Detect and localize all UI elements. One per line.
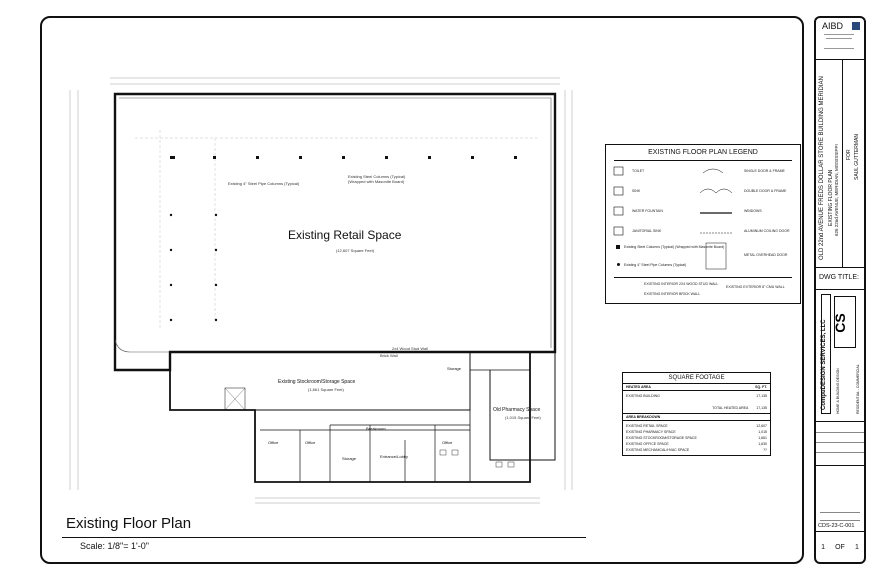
legend-pipe-columns: Existing 4" Steel Pipe Columns (Typical)	[624, 263, 687, 267]
legend-overhead-door: METAL OVERHEAD DOOR	[744, 253, 788, 257]
cds-logo-mark	[832, 299, 854, 345]
drawing-title: Existing Floor Plan	[66, 515, 192, 532]
floor-plan-drawing	[60, 70, 580, 510]
for-label: FOR	[846, 149, 852, 160]
entrance-label: Entrance/Lobby	[380, 454, 409, 459]
page-total: 1	[854, 543, 859, 551]
building-value: 17,135	[756, 394, 767, 398]
legend-steel-columns: Existing Steel Columns (Typical) (Wrapped with Masonite Board)	[624, 245, 725, 249]
legend-wood-wall: EXISTING INTERIOR 2X4 WOOD STUD WALL	[644, 282, 719, 286]
steel-columns-sub-note: (Wrapped with Masonite Board)	[348, 179, 405, 184]
table-row: EXISTING RETAIL SPACE 12,607	[626, 424, 767, 428]
sqft-title: SQUARE FOOTAGE	[668, 375, 725, 381]
storage-1-label: Storage	[447, 366, 462, 371]
cds-logo	[834, 296, 856, 348]
legend-pipe-column-icon	[617, 263, 620, 266]
client-name: SAUL GUTTERMAN	[854, 134, 860, 180]
company-subtitle: HOME & BUILDING DESIGN	[836, 368, 840, 414]
legend-fixture-icons	[612, 165, 626, 255]
legend-double-door: DOUBLE DOOR & FRAME	[744, 189, 787, 193]
project-address: 626 22nd AVENUE, MERIDIAN, MISSISSIPPI	[834, 144, 839, 236]
aibd-logo-cell	[816, 18, 864, 60]
office-1-label: Office	[268, 440, 279, 445]
project-subtitle: EXISTING FLOOR PLAN	[828, 169, 834, 226]
dwg-title-label: DWG TITLE:	[819, 274, 859, 281]
legend-janitorial-sink: JANITORIAL SINK	[632, 229, 662, 233]
sheet-number: CDS-23-C-001	[818, 523, 855, 529]
pharmacy-sqft-label: (1,015 Square Feet)	[505, 415, 541, 420]
aibd-logo: AIBD	[822, 21, 844, 31]
floor-plan-legend	[605, 144, 801, 304]
page-current: 1	[821, 543, 825, 551]
project-info-cell	[816, 60, 864, 268]
table-row: EXISTING MECHANICAL/HVAC SPACE ??	[626, 448, 767, 452]
project-title: OLD 22nd AVENUE FREDS DOLLAR STORE BUILDING MERIDIAN	[819, 76, 825, 260]
revisions-cell	[816, 422, 864, 466]
breakroom-label: Breakroom	[366, 426, 386, 431]
company-cell	[816, 290, 864, 422]
page-count	[816, 532, 864, 562]
legend-toilet: TOILET	[632, 169, 645, 173]
office-2-label: Office	[305, 440, 316, 445]
legend-windows: WINDOWS	[744, 209, 762, 213]
wood-wall-note: 2x4 Wood Stud Wall	[392, 346, 429, 351]
steel-columns-note: Existing Steel Columns (Typical)	[348, 174, 406, 179]
pipe-columns-note: Existing 4" Steel Pipe Columns (Typical)	[228, 181, 300, 186]
building-label: EXISTING BUILDING	[626, 394, 660, 398]
sqft-header: SQ. FT.	[755, 385, 767, 389]
company-name: CompuDESIGN SERVICES, LLC	[821, 319, 827, 410]
brick-wall-note: Brick Wall	[380, 353, 398, 358]
heated-area-header: HEATED AREA	[626, 385, 651, 389]
table-row: EXISTING OFFICE SPACE 1,630	[626, 442, 767, 446]
legend-cmu-wall: EXISTING EXTERIOR 8" CMU WALL	[726, 285, 785, 289]
legend-door-icons	[698, 165, 738, 277]
company-type: RESIDENTIAL - COMMERCIAL	[856, 364, 860, 414]
legend-title: EXISTING FLOOR PLAN LEGEND	[648, 149, 758, 156]
seal-icon	[852, 22, 860, 30]
legend-steel-column-icon	[616, 245, 620, 249]
total-value: 17,135	[756, 406, 767, 410]
legend-sink: SINK	[632, 189, 641, 193]
legend-water-fountain: WATER FOUNTAIN	[632, 209, 663, 213]
sheet-info-cell	[816, 466, 864, 532]
square-footage-table	[622, 372, 771, 456]
breakdown-header: AREA BREAKDOWN	[626, 415, 661, 419]
pharmacy-label: Old Pharmacy Space	[493, 407, 541, 413]
title-underline	[62, 537, 586, 538]
retail-sqft-label: (12,607 Square Feet)	[336, 248, 375, 253]
retail-space-label: Existing Retail Space	[288, 228, 402, 242]
office-3-label: Office	[442, 440, 453, 445]
storage-2-label: Storage	[342, 456, 357, 461]
dwg-title-cell	[816, 268, 864, 290]
svg-text:CS: CS	[832, 313, 848, 333]
stockroom-sqft-label: (1,661 Square Feet)	[308, 387, 344, 392]
legend-brick-wall: EXISTING INTERIOR BRICK WALL	[644, 292, 701, 296]
total-label: TOTAL HEATED AREA	[712, 406, 749, 410]
stockroom-label: Existing Stockroom/Storage Space	[278, 379, 356, 385]
legend-coiling-door: ALUMINUM COILING DOOR	[744, 229, 790, 233]
table-row: EXISTING PHARMACY SPACE 1,015	[626, 430, 767, 434]
table-row: EXISTING STOCKROOM/STORAGE SPACE 1,661	[626, 436, 767, 440]
drawing-scale: Scale: 1/8"= 1'-0"	[80, 541, 149, 551]
page-of: OF	[835, 543, 845, 551]
legend-single-door: SINGLE DOOR & FRAME	[744, 169, 785, 173]
title-block	[814, 16, 866, 564]
